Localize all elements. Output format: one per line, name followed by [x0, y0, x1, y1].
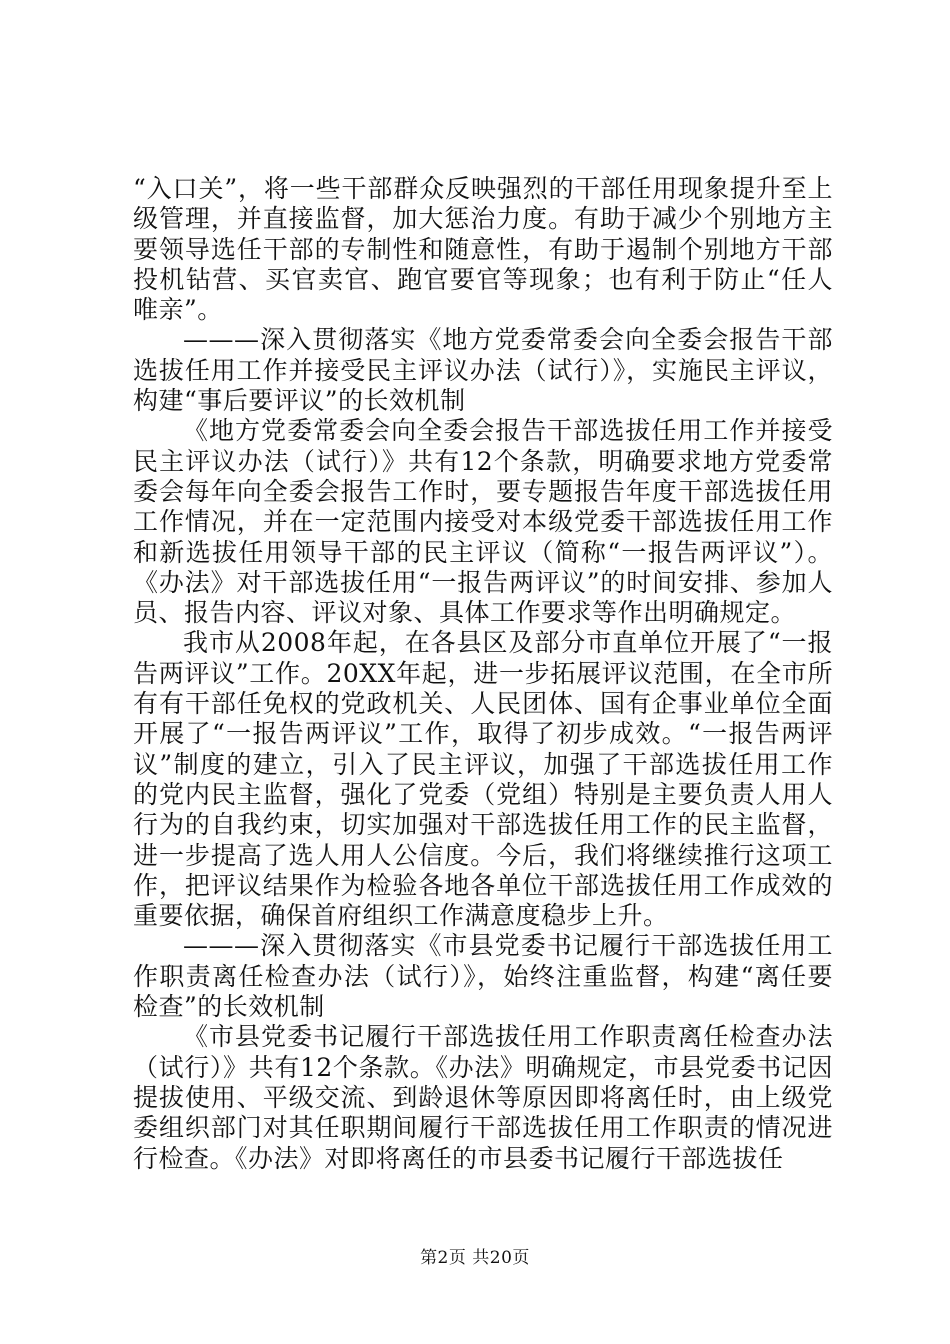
paragraph-intro: “入口关”，将一些干部群众反映强烈的干部任用现象提升至上级管理，并直接监督，加大惩治力度。有助于减少个别地方主要领导选任干部的专制性和随意性，有助于遏制个别地方干部投机钻营、买官卖官、跑官要官等现象；也有利于防止“任人唯亲”。: [133, 174, 833, 325]
paragraph-departure-check-rules: 《市县党委书记履行干部选拔任用工作职责离任检查办法（试行）》共有12个条款。《办法》明确规定，市县党委书记因提拔使用、平级交流、到龄退休等原因即将离任时，由上级党委组织部门对其任职期间履行干部选拔任用工作职责的情况进行检查。《办法》对即将离任的市县委书记履行干部选拔任: [133, 1022, 833, 1173]
document-body: [133, 174, 833, 1174]
paragraph-evaluation-rules: 《地方党委常委会向全委会报告干部选拔任用工作并接受民主评议办法（试行）》共有12个条款，明确要求地方党委常委会每年向全委会报告工作时，要专题报告年度干部选拔任用工作情况，并在一定范围内接受对本级党委干部选拔任用工作和新选拔任用领导干部的民主评议（简称“一报告两评议”）。《办法》对干部选拔任用“一报告两评议”的时间安排、参加人员、报告内容、评议对象、具体工作要求等作出明确规定。: [133, 416, 833, 628]
section-heading-departure-check: ———深入贯彻落实《市县党委书记履行干部选拔任用工作职责离任检查办法（试行）》，始终注重监督，构建“离任要检查”的长效机制: [133, 931, 833, 1022]
section-heading-evaluation: ———深入贯彻落实《地方党委常委会向全委会报告干部选拔任用工作并接受民主评议办法（试行）》，实施民主评议，构建“事后要评议”的长效机制: [133, 325, 833, 416]
paragraph-city-practice: 我市从2008年起，在各县区及部分市直单位开展了“一报告两评议”工作。20XX年起，进一步拓展评议范围，在全市所有有干部任免权的党政机关、人民团体、国有企事业单位全面开展了“一报告两评议”工作，取得了初步成效。“一报告两评议”制度的建立，引入了民主评议，加强了干部选拔任用工作的党内民主监督，强化了党委（党组）特别是主要负责人用人行为的自我约束，切实加强对干部选拔任用工作的民主监督，进一步提高了选人用人公信度。今后，我们将继续推行这项工作，把评议结果作为检验各地各单位干部选拔任用工作成效的重要依据，确保首府组织工作满意度稳步上升。: [133, 628, 833, 931]
page-number-footer: 第2页 共20页: [420, 1248, 530, 1268]
